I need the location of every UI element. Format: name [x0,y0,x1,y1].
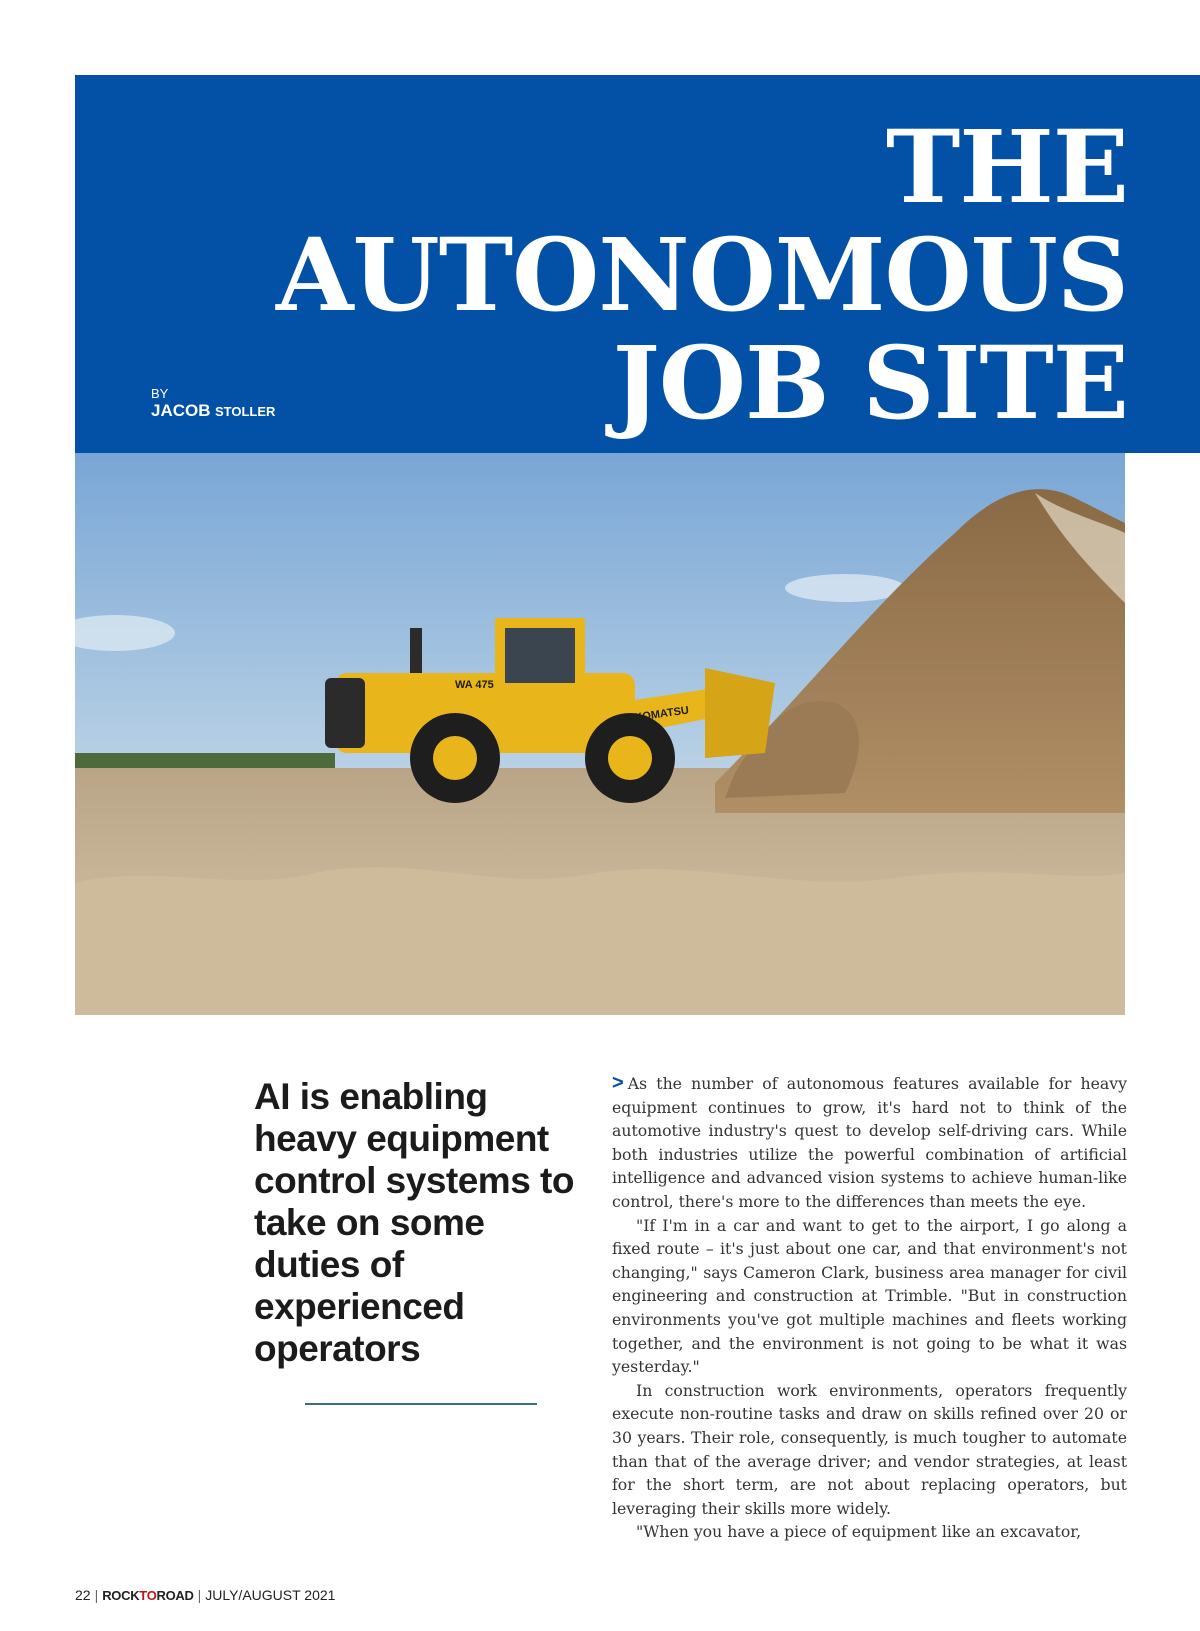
pull-quote: AI is enabling heavy equipment control systems to take on some duties of experienced operators [254,1076,574,1369]
loader-bucket [705,668,775,758]
footer-separator: | [94,1587,99,1603]
page-number: 22 [75,1587,91,1603]
title-line: THE [885,108,1128,226]
wheel-loader-illustration [75,453,1125,1015]
article-body [612,1072,1127,1544]
paragraph-text: As the number of autonomous features available for heavy equipment continues to grow, it's hard not to think of the automotive industry's quest to develop self-driving cars. While both industries utilize the powerful combination of artificial intelligence and advanced vision systems to achieve human-like control, there's more to the differences than meets the eye. [612,1074,1127,1211]
title-banner [75,75,1200,453]
loader-cab-window [505,628,575,683]
article-title [275,108,1128,442]
byline-prefix: BY [151,386,169,401]
article-paragraph [612,1072,1127,1214]
pull-quote-divider [305,1403,537,1405]
loader-model-label: WA 475 [455,679,494,691]
byline [151,387,275,421]
author-last-name: STOLLER [214,404,276,419]
magazine-logo [102,1588,193,1603]
loader-brand-label: KOMATSU [633,704,690,724]
title-line: JOB SITE [612,324,1128,442]
brand-part: ROCK [102,1588,140,1603]
loader-front-wheel [585,713,675,803]
foreground-rubble [75,867,1125,1015]
page-footer [75,1587,335,1603]
loader-rear-wheel [410,713,500,803]
cloud [785,574,905,602]
author-first-name: JACOB [151,401,211,420]
brand-part: TO [139,1588,157,1603]
loader-rear-grille [325,678,365,748]
brand-part: ROAD [156,1588,194,1603]
lead-marker: > [612,1072,624,1094]
footer-separator: | [197,1587,202,1603]
title-line: AUTONOMOUS [275,216,1128,334]
issue-date: JULY/AUGUST 2021 [205,1587,336,1603]
article-paragraph: "If I'm in a car and want to get to the airport, I go along a fixed route – it's just about one car, and that environment's not changing," says Cameron Clark, business area manager for civil engineering and construction at Trimble. "But in construction environments you've got multiple machines and fleets working together, and the environment is not going to be what it was yesterday." [612,1215,1127,1377]
loader-exhaust [410,628,422,673]
hero-photo [75,453,1125,1015]
article-paragraph: "When you have a piece of equipment like an excavator, [636,1522,1082,1542]
article-paragraph: In construction work environments, operators frequently execute non-routine tasks and draw on skills refined over 20 or 30 years. Their role, consequently, is much tougher to automate than that of the average driver; and vendor strategies, at least for the short term, are not about replacing operators, but leveraging their skills more widely. [612,1380,1127,1518]
